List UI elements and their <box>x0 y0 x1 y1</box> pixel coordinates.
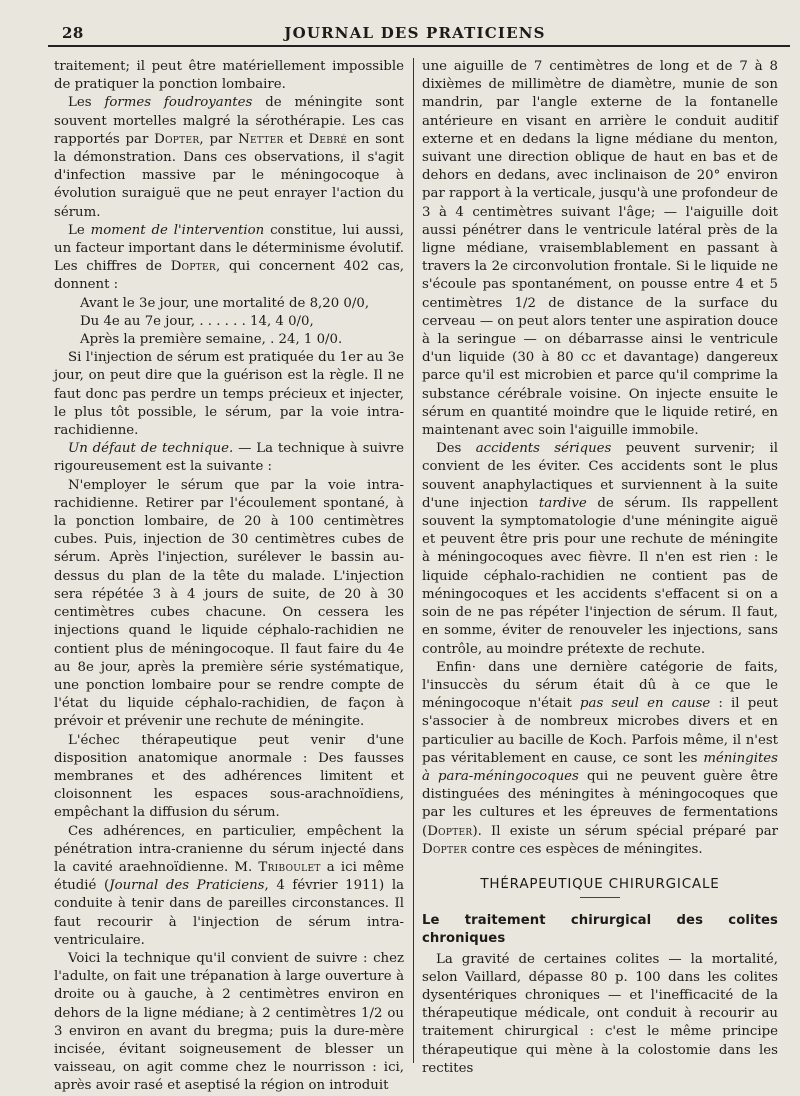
column-divider <box>413 58 414 1063</box>
paragraph: La gravité de certaines colites — la mortalité, selon Vaillard, dépasse 80 p. 100 dans les colites dysentériques chroniques — et l'inefficacité de la thérapeutique médicale, ont conduit à recourir au traitement chirurgical : c'est le même principe thérapeutique qui mène à la colostomie dans les rectites <box>422 951 778 1076</box>
paragraph: N'employer le sérum que par la voie intra-rachidienne. Retirer par l'écoulement spontané, à la ponction lombaire, de 20 à 100 centimètres cubes. Puis, injection de 30 centimètres cubes de sérum. Après l'injection, surélever le bassin au-dessus du plan de la tête du malade. L'injection sera répétée 3 à 4 jours de suite, de 20 à 30 centimètres cubes chacune. On cessera les injections quand le liquide céphalo-rachidien ne contient plus de méningocoque. Il faut faire du 4e au 8e jour, après la première série systématique, une ponction lombaire pour se rendre compte de l'état du liquide céphalo-rachidien, de façon à prévoir et prévenir une rechute de méningite. <box>54 477 404 730</box>
paragraph: Voici la technique qu'il convient de suivre : chez l'adulte, on fait une trépanation à large ouverture à droite ou à gauche, à 2 centimètres environ en dehors de la ligne médiane; à 2 centimètres 1/2 ou 3 environ en avant du bregma; puis la dure-mère incisée, évitant soigneusement de blesser un vaisseau, on agit comme chez le nourrisson : ici, après avoir rasé et aseptisé la région on introduit <box>54 950 404 1094</box>
header-rule <box>48 45 790 47</box>
page-number: 28 <box>62 24 84 42</box>
emphasis: accidents sériques <box>475 441 612 457</box>
author-name: Dopter <box>154 131 200 147</box>
emphasis: pas seul en cause <box>580 696 711 712</box>
author-name: Triboulet <box>258 859 321 875</box>
page-header <box>48 18 782 48</box>
paragraph: L'échec thérapeutique peut venir d'une disposition anatomique anormale : Des fausses membranes et des adhérences limitent et cloisonnent les espaces sous-arachnoïdiens, empêchant la diffusion du sérum. <box>54 732 404 821</box>
paragraph: traitement; il peut être matériellement impossible de pratiquer la ponction lombaire. <box>54 59 404 93</box>
author-name: Dopter <box>170 259 216 275</box>
emphasis: Un défaut de technique. <box>68 441 234 457</box>
author-name: Netter <box>238 131 284 147</box>
paragraph: Des accidents sériques peuvent survenir; il convient de les éviter. Ces accidents sont le plus souvent anaphylactiques et surviennent à la suite d'une injection tardive de sérum. Ils rappellent souvent la symptomatologie d'une méningite aiguë et peuvent être pris pour une rechute de méningite à méningocoques avec fièvre. Il n'en est rien : le liquide céphalo-rachidien ne contient pas de méningocoques et les accidents s'effacent si on a soin de ne pas répéter l'injection de sérum. Il faut, en somme, éviter de renouveler les injections, sans contrôle, au moindre prétexte de rechute. <box>422 441 779 657</box>
author-name: Dopter <box>422 841 468 857</box>
paragraph: une aiguille de 7 centimètres de long et de 7 à 8 dixièmes de millimètre de diamètre, munie de son mandrin, par l'angle externe de la fontanelle antérieure en visant en arrière le conduit auditif externe et en dedans la ligne médiane du menton, suivant une direction oblique de haut en bas et de dehors en dedans, avec inclinaison de 20° environ par rapport à la verticale, jusqu'à une profondeur de 3 à 4 centimètres suivant l'âge; — l'aiguille doit aussi pénétrer dans le ventricule latéral près de la ligne médiane, vraisemblablement en passant à travers la 2e circonvolution frontale. Si le liquide ne s'écoule pas spontanément, on pousse entre 4 et 5 centimètres 1/2 de distance de la surface du cerveau — on peut alors tenter une aspiration douce à la seringue — on débarrasse ainsi le ventricule d'un liquide (30 à 80 cc et davantage) dangereux parce qu'il est microbien et parce qu'il comprime la substance cérébrale voisine. On injecte ensuite le sérum en quantité moindre que le liquide retiré, en maintenant avec soin l'aiguille immobile. <box>422 59 778 439</box>
author-name: Dopter <box>427 823 473 839</box>
paragraph: Enfin· dans une dernière catégorie de faits, l'insuccès du sérum était dû à ce que le méningocoque n'était pas seul en cause : il peut s'associer à de nombreux microbes divers et en particulier au bacille de Koch. Parfois même, il n'est pas véritablement en cause, ce sont les méningites à para-méningocoques qui ne peuvent guère être distinguées des méningites à méningocoques que par les cultures et les épreuves de fermentations (Dopter). Il existe un sérum spécial préparé par Dopter contre ces espèces de méningites. <box>422 659 778 857</box>
emphasis: tardive <box>538 495 587 511</box>
journal-title: JOURNAL DES PRATICIENS <box>284 24 546 42</box>
paragraph: Les formes foudroyantes de méningite sont souvent mortelles malgré la sérothérapie. Les cas rapportés par Dopter, par Netter et Debré en sont la démonstration. Dans ces observations, il s'agit d'infection massive par le méningocoque à évolution suraiguë que ne peut enrayer l'action du sérum. <box>54 95 405 220</box>
emphasis: moment de l'intervention <box>90 222 265 238</box>
right-column <box>422 58 778 1078</box>
mortality-stat: Après la première semaine, . 24, 1 0/0. <box>80 332 343 348</box>
paragraph: Ces adhérences, en particulier, empêchent la pénétration intra-cranienne du sérum injecté dans la cavité araehnoïdienne. M. Triboulet a ici même étudié (Journal des Praticiens, 4 février 1911) la conduite à tenir dans de pareilles circonstances. Il faut recourir à l'injection de sérum intra-ventriculaire. <box>54 823 405 948</box>
emphasis: méningites à para-méningocoques <box>422 750 778 784</box>
paragraph: Le moment de l'intervention constitue, lui aussi, un facteur important dans le déterminisme évolutif. Les chiffres de Dopter, qui concernent 402 cas, donnent : <box>54 222 405 293</box>
section-title: THÉRAPEUTIQUE CHIRURGICALE <box>480 875 720 892</box>
emphasis: formes foudroyantes <box>104 95 253 111</box>
paragraph: Un défaut de technique. — La technique à suivre rigoureusement est la suivante : <box>54 441 404 475</box>
mortality-stat: Avant le 3e jour, une mortalité de 8,20 0/0, <box>80 295 370 311</box>
article-title: Le traitement chirurgical des colites chroniques <box>422 913 778 947</box>
mortality-stat: Du 4e au 7e jour, . . . . . . 14, 4 0/0, <box>80 313 314 329</box>
emphasis: Journal des Praticiens <box>109 878 265 894</box>
section-rule <box>580 897 620 898</box>
paragraph: Si l'injection de sérum est pratiquée du 1er au 3e jour, on peut dire que la guérison est la règle. Il ne faut donc pas perdre un temps précieux et injecter, le plus tôt possible, le sérum, par la voie intra-rachidienne. <box>54 350 404 439</box>
left-column <box>54 58 404 1096</box>
author-name: Debré <box>308 131 348 147</box>
